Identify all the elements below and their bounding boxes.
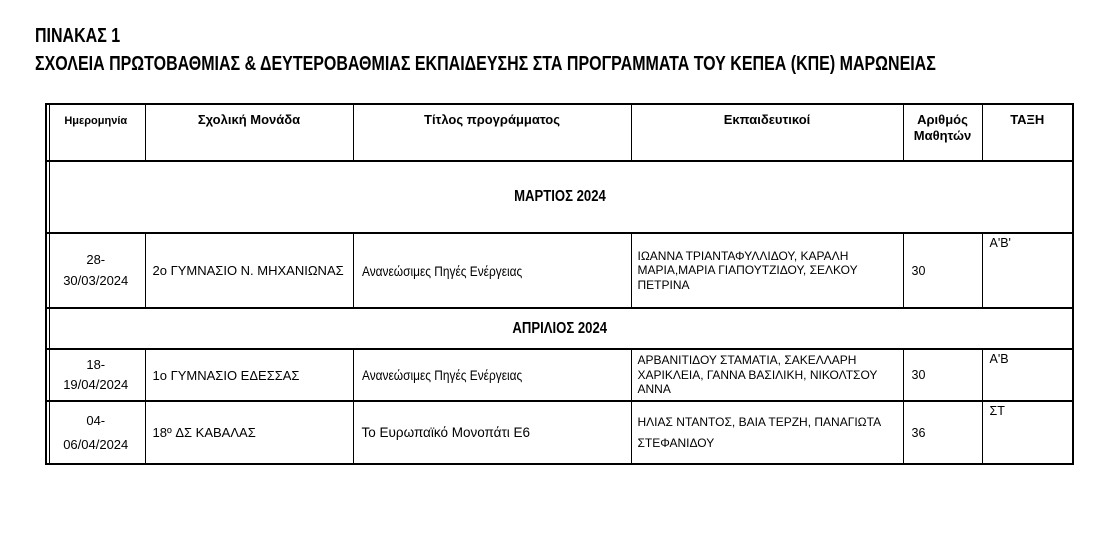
cell-program: Το Ευρωπαϊκό Μονοπάτι Ε6	[353, 401, 631, 464]
cell-date	[46, 401, 145, 464]
date-line-1: 04-	[86, 413, 106, 429]
date-line-2: 06/04/2024	[63, 436, 129, 452]
date-line-2: 19/04/2024	[63, 377, 129, 392]
cell-students: 30	[903, 233, 982, 308]
cell-teachers: ΗΛΙΑΣ ΝΤΑΝΤΟΣ, ΒΑΙΑ ΤΕΡΖΗ, ΠΑΝΑΓΙΩΤΑ ΣΤΕΦΑΝΙΔΟΥ	[631, 401, 903, 464]
header-row	[46, 104, 1073, 161]
cell-program	[353, 349, 631, 401]
header-cell-date: Ημερομηνία	[46, 104, 145, 161]
cell-class: Α'Β	[982, 349, 1073, 401]
header-cell-students: Αριθμός Μαθητών	[903, 104, 982, 161]
header-cell-class: ΤΑΞΗ	[982, 104, 1073, 161]
section-row-march	[46, 161, 1073, 233]
header-cell-program: Τίτλος προγράμματος	[353, 104, 631, 161]
cell-program	[353, 233, 631, 308]
program-title: Ανανεώσιμες Πηγές Ενέργειας	[361, 262, 522, 279]
cell-school: 2ο ΓΥΜΝΑΣΙΟ Ν. ΜΗΧΑΝΙΩΝΑΣ	[145, 233, 353, 308]
page-title: ΠΙΝΑΚΑΣ 1	[35, 25, 121, 47]
table-row	[46, 401, 1073, 464]
cell-teachers: ΙΩΑΝΝΑ ΤΡΙΑΝΤΑΦΥΛΛΙΔΟΥ, ΚΑΡΑΛΗ ΜΑΡΙΑ,ΜΑΡΙΑ ΓΙΑΠΟΥΤΖΙΔΟΥ, ΣΕΛΚΟΥ ΠΕΤΡΙΝΑ	[631, 233, 903, 308]
date-line-1: 28-	[86, 252, 106, 268]
programs-table	[45, 103, 1074, 465]
program-title: Ανανεώσιμες Πηγές Ενέργειας	[361, 367, 522, 383]
header-cell-teachers: Εκπαιδευτικοί	[631, 104, 903, 161]
cell-school: 18º ΔΣ ΚΑΒΑΛΑΣ	[145, 401, 353, 464]
programs-table-wrap	[45, 103, 1072, 465]
header-cell-school: Σχολική Μονάδα	[145, 104, 353, 161]
page-subtitle: ΣΧΟΛΕΙΑ ΠΡΩΤΟΒΑΘΜΙΑΣ & ΔΕΥΤΕΡΟΒΑΘΜΙΑΣ ΕΚΠΑΙΔΕΥΣΗΣ ΣΤΑ ΠΡΟΓΡΑΜΜΑΤΑ ΤΟΥ ΚΕΠΕΑ (ΚΠΕ) ΜΑΡΩΝΕΙΑΣ	[35, 53, 936, 75]
section-row-april	[46, 308, 1073, 349]
section-label-april: ΑΠΡΙΛΙΟΣ 2024	[512, 319, 607, 337]
cell-class: ΣΤ	[982, 401, 1073, 464]
table-row	[46, 233, 1073, 308]
cell-date	[46, 233, 145, 308]
cell-students: 30	[903, 349, 982, 401]
cell-date	[46, 349, 145, 401]
date-line-1: 18-	[86, 356, 106, 372]
cell-school: 1ο ΓΥΜΝΑΣΙΟ ΕΔΕΣΣΑΣ	[145, 349, 353, 401]
section-label-march: ΜΑΡΤΙΟΣ 2024	[513, 188, 606, 205]
table-left-inner-border	[49, 105, 50, 463]
table-row	[46, 349, 1073, 401]
document-heading	[35, 22, 1117, 78]
cell-students: 36	[903, 401, 982, 464]
date-line-2: 30/03/2024	[63, 272, 129, 288]
cell-teachers: ΑΡΒΑΝΙΤΙΔΟΥ ΣΤΑΜΑΤΙΑ, ΣΑΚΕΛΛΑΡΗ ΧΑΡΙΚΛΕΙΑ, ΓΑΝΝΑ ΒΑΣΙΛΙΚΗ, ΝΙΚΟΛΤΣΟΥ ΑΝΝΑ	[631, 349, 903, 401]
cell-class: Α'Β'	[982, 233, 1073, 308]
